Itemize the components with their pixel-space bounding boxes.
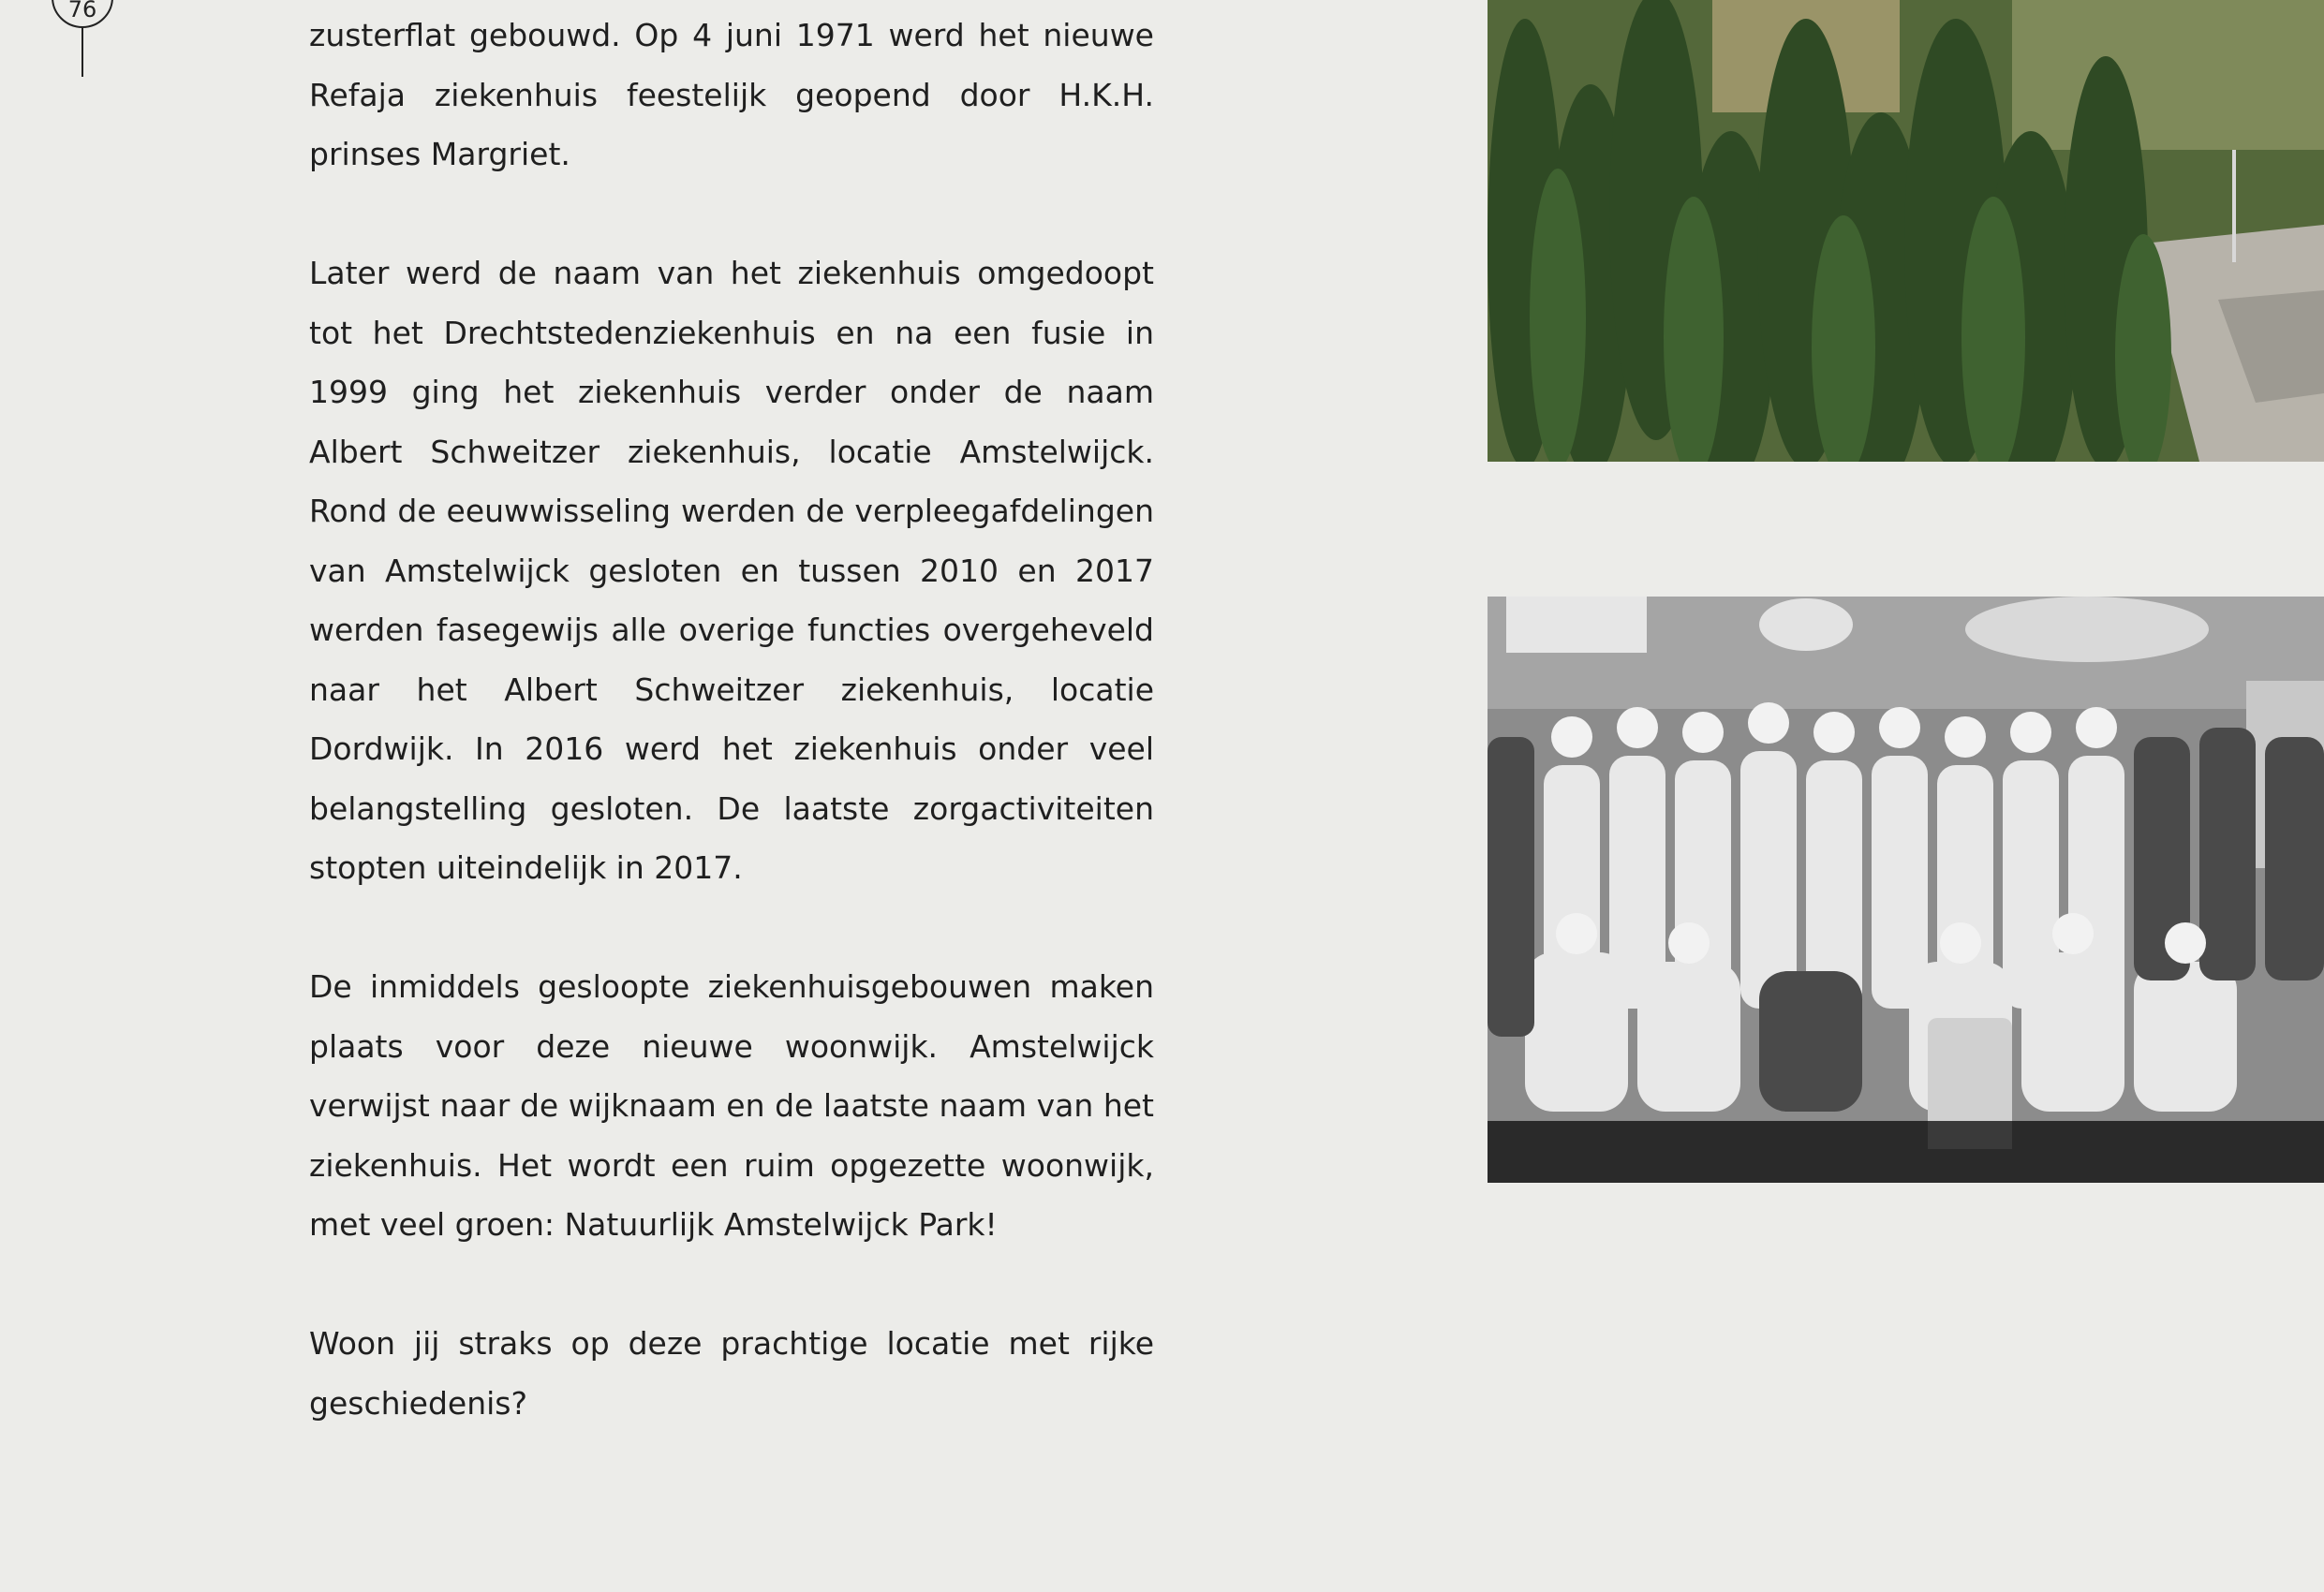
aerial-photo-trees [1488,0,2324,462]
paragraph-history: Later werd de naam van het ziekenhuis omgedoopt tot het Drechtstedenziekenhuis en na een fusie in 1999 ging het ziekenhuis verder onder de naam Albert Schweitzer ziekenhuis, locatie Amstelwijck. Rond de eeuwwisseling werden de verpleegafdelingen van Amstelwijck gesloten en tussen 2010 en 2017 werden fasegewijs alle overige functies overgeheveld naar het Albert Schweitzer ziekenhuis, locatie Dordwijk. In 2016 werd het ziekenhuis onder veel belangstelling gesloten. De laatste zorgactiviteiten stopten uiteindelijk in 2017. [309,255,1154,886]
paragraph-intro: zusterflat gebouwd. Op 4 juni 1971 werd het nieuwe Refaja ziekenhuis feestelijk geopend door H.K.H. prinses Margriet. [309,17,1154,172]
historic-staff-group-photo [1488,597,2324,1183]
body-text [309,0,1154,1493]
page-number-circle [52,0,113,28]
page-number-marker [52,0,119,79]
page-marker-stem [81,28,83,77]
paragraph-question: Woon jij straks op deze prachtige locatie met rijke geschiedenis? [309,1325,1154,1422]
group-photo-image [1488,597,2324,1183]
paragraph-new-neighbourhood: De inmiddels gesloopte ziekenhuisgebouwen maken plaats voor deze nieuwe woonwijk. Amstelwijck verwijst naar de wijknaam en de laatste naam van het ziekenhuis. Het wordt een ruim opgezette woonwijk, met veel groen: Natuurlijk Amstelwijck Park! [309,968,1154,1243]
aerial-photo-image [1488,0,2324,462]
page-number: 76 [67,0,97,22]
